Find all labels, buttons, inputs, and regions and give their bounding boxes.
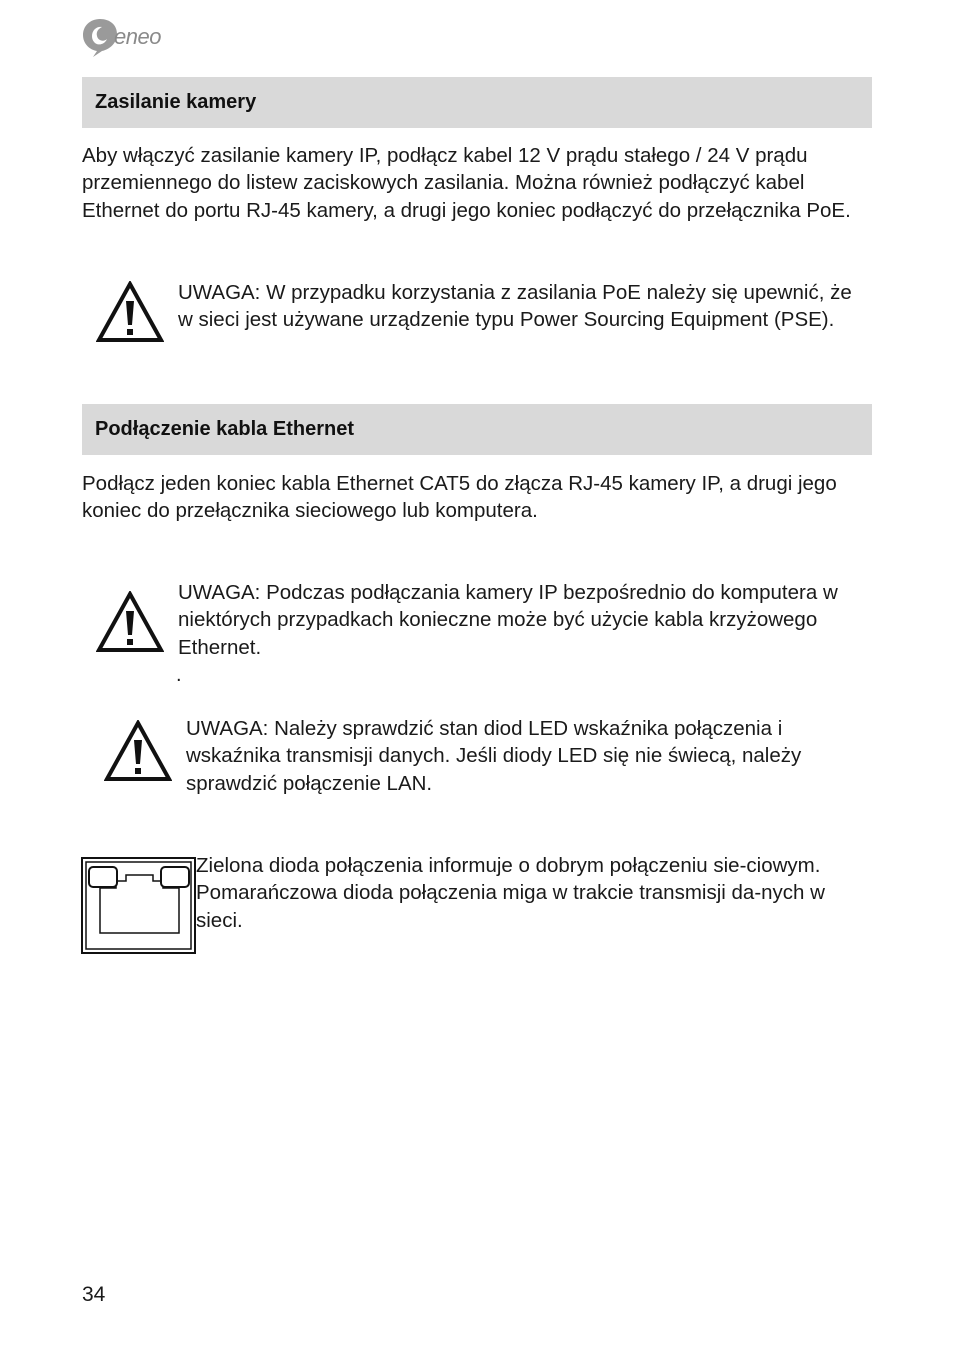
logo-wordmark: eneo xyxy=(114,24,161,49)
ethernet-paragraph: Podłącz jeden koniec kabla Ethernet CAT5 do złącza RJ-45 kamery IP, a drugi jego koniec do przełącznika sieciowego lub komputera. xyxy=(82,472,837,523)
warning-triangle-icon xyxy=(104,720,172,782)
orange-led-icon xyxy=(161,867,189,887)
green-led-icon xyxy=(89,867,117,887)
warning-triangle-icon xyxy=(96,591,164,653)
warning-crossover-text: UWAGA: Podczas podłączania kamery IP bezpośrednio do komputera w niektórych przypadkach konieczne może być użycie kabla krzyżowego Ethernet. xyxy=(178,581,838,659)
led-description xyxy=(196,852,876,934)
stray-dot: . xyxy=(176,664,182,686)
warning-poe-text: UWAGA: W przypadku korzystania z zasilania PoE należy się upewnić, że w sieci jest używane urządzenie typu Power Sourcing Equipment (PSE). xyxy=(178,281,852,332)
section-heading-ethernet: Podłączenie kabla Ethernet xyxy=(82,404,872,455)
rj45-port-icon xyxy=(81,857,197,955)
section-heading-power: Zasilanie kamery xyxy=(82,77,872,128)
page-number: 34 xyxy=(82,1283,106,1306)
eneo-logo xyxy=(80,16,190,58)
warning-led-text: UWAGA: Należy sprawdzić stan diod LED wskaźnika połączenia i wskaźnika transmisji danych. Jeśli diody LED się nie świecą, należy sprawdzić połączenie LAN. xyxy=(186,717,802,795)
warning-triangle-icon xyxy=(96,281,164,343)
power-paragraph: Aby włączyć zasilanie kamery IP, podłącz kabel 12 V prądu stałego / 24 V prądu przemiennego do listew zaciskowych zasilania. Można również podłączyć kabel Ethernet do portu RJ-45 kamery, a drugi jego koniec podłączyć do przełącznika PoE. xyxy=(82,144,851,222)
orange-led-description: Pomarańczowa dioda połączenia miga w trakcie transmisji da-nych w sieci. xyxy=(196,881,825,932)
green-led-description: Zielona dioda połączenia informuje o dobrym połączeniu sie-ciowym. xyxy=(196,854,821,877)
